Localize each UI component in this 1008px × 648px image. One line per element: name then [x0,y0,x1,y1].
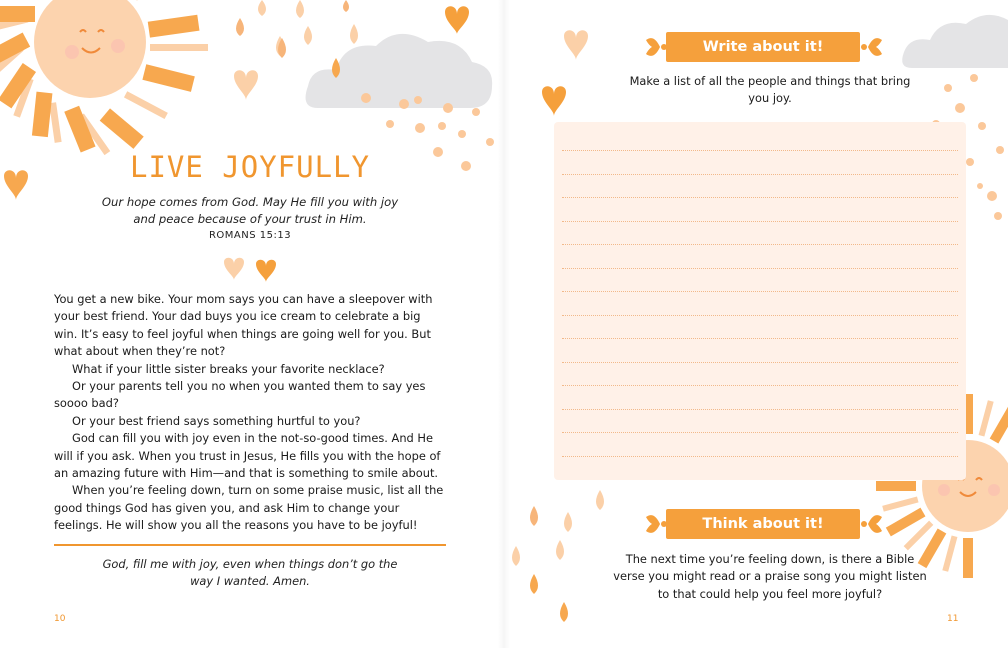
left-page [0,0,500,648]
right-page [500,0,1008,648]
writing-line [562,268,958,269]
writing-area[interactable] [554,122,966,480]
writing-line [562,244,958,245]
think-prompt: The next time you’re feeling down, is there a Bible verse you might read or a praise song you might listen to that could help you feel more joyful? [613,552,927,601]
writing-line [562,197,958,198]
paragraph: Or your parents tell you no when you wanted them to say yes soooo bad? [54,379,426,411]
write-about-it-banner: Write about it! [666,32,860,62]
writing-line [562,174,958,175]
paragraph: God can fill you with joy even in the not-so-good times. And He will if you ask. When you trust in Jesus, He fills you with the hope of an amazing future with Him—and that is something to smile about. [54,431,441,481]
writing-line [562,221,958,222]
prayer: God, fill me with joy, even when things don’t go the way I wanted. Amen. [102,557,398,588]
bible-verse: Our hope comes from God. May He fill you with joy and peace because of your trust in Him. [101,195,399,226]
writing-line [562,385,958,386]
writing-line [562,432,958,433]
writing-line [562,315,958,316]
body-text [54,291,446,535]
writing-line [562,338,958,339]
write-prompt: Make a list of all the people and things that bring you joy. [629,74,911,106]
think-about-it-banner: Think about it! [666,509,860,539]
sun-icon [0,0,208,155]
heart-icon [542,30,588,116]
page-title: LIVE JOYFULLY [130,150,370,184]
paragraph: You get a new bike. Your mom says you can have a sleepover with your best friend. Your dad buys you ice cream to celebrate a big win. It’s easy to feel joyful when things are going well for you. But what about when they’re not? [54,292,433,359]
writing-line [562,150,958,151]
page-number: 11 [947,614,959,624]
raindrop-icon [512,490,604,622]
divider [54,544,446,546]
paragraph: When you’re feeling down, turn on some praise music, list all the good things God has given you, and ask Him to change your feelings. He will show you all the reasons you have to be joyful! [54,483,444,533]
writing-line [562,291,958,292]
writing-line [562,409,958,410]
verse-reference: ROMANS 15:13 [208,230,292,241]
writing-line [562,362,958,363]
paragraph: What if your little sister breaks your favorite necklace? [72,361,385,376]
writing-line [562,456,958,457]
cloud-icon [902,15,1008,68]
paragraph: Or your best friend says something hurtful to you? [72,413,361,428]
page-number: 10 [54,614,66,624]
